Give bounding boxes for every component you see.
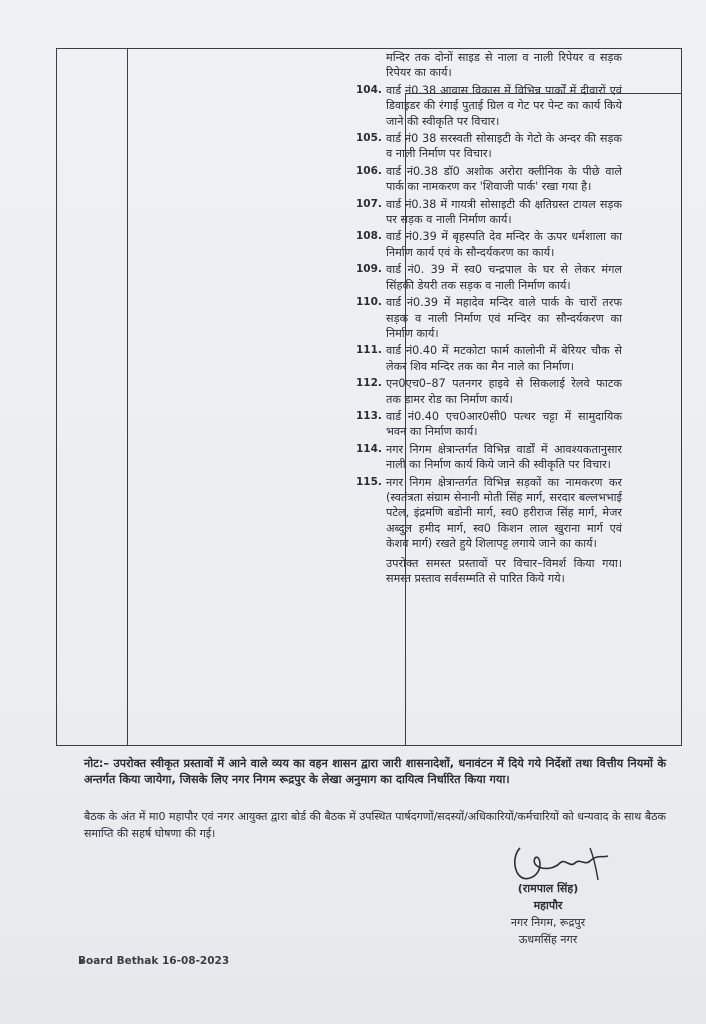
proposal-number: 112. xyxy=(356,377,382,390)
proposal-number: 115. xyxy=(356,475,382,488)
footer-label: Board Bethak 16-08-2023 xyxy=(78,955,230,967)
proposal-continuation: मन्दिर तक दोनों साइड से नाला व नाली रिपेयर व सड़क रिपेयर का कार्य। xyxy=(386,51,622,80)
proposal-text: वार्ड नं0 38 सरस्वती सोसाइटी के गेटो के अन्दर की सड़क व नाली निर्माण पर विचार। xyxy=(386,132,622,161)
proposal-list xyxy=(356,50,622,586)
proposal-number: 111. xyxy=(356,344,382,357)
signatory-title: महापौर xyxy=(533,899,563,912)
proposal-item xyxy=(356,262,622,293)
proposal-number: 104. xyxy=(356,83,382,96)
proposal-item xyxy=(356,409,622,440)
closing-paragraph: बैठक के अंत में मा0 महापौर एवं नगर आयुक्त द्वारा बोर्ड की बैठक में उपस्थित पार्षदगणों/सदस्यों/अधिकारियों/कर्मचारियों को धन्यवाद के साथ बैठक समाप्ति की सहर्ष घोषणा की गई। xyxy=(84,810,666,840)
proposal-number: 107. xyxy=(356,197,382,210)
proposal-number: 114. xyxy=(356,442,382,455)
signatory-district: ऊधमसिंह नगर xyxy=(518,933,578,946)
proposal-number: 106. xyxy=(356,164,382,177)
proposal-item xyxy=(356,475,622,552)
proposal-text: वार्ड नं0.39 में बृहस्पति देव मन्दिर के ऊपर धर्मशाला का निर्माण कार्य एवं के सौन्दर्यकरण का कार्य। xyxy=(386,230,622,259)
proposal-number: 105. xyxy=(356,132,382,145)
proposal-item xyxy=(356,164,622,195)
proposal-text: वार्ड नं0.40 एच0आर0सी0 पत्थर चट्टा में सामुदायिक भवन का निर्माण कार्य। xyxy=(386,409,622,439)
proposal-text: वार्ड नं0.38 आवास विकास में विभिन्न पार्कों में दीवारों एवं डिवाइडर की रंगाई पुताई ग्रिल व गेट पर पेन्ट का कार्य किये जाने की स्वीकृति पर विचार। xyxy=(386,83,622,128)
proposal-number: 110. xyxy=(356,296,382,309)
proposal-item xyxy=(356,197,622,228)
proposal-number: 108. xyxy=(356,230,382,243)
proposal-number: 113. xyxy=(356,409,382,422)
proposal-text: वार्ड नं0.38 में गायत्री सोसाइटी की क्षतिग्रस्त टायल सड़क पर सड़क व नाली निर्माण कार्य। xyxy=(386,197,622,227)
proposal-item xyxy=(356,83,622,129)
proposal-text: नगर निगम क्षेत्रान्तर्गत विभिन्न वार्डों में आवश्यकतानुसार नाली का निर्माण कार्य किये जाने की स्वीकृति पर विचार। xyxy=(386,442,622,472)
proposal-text: वार्ड नं0. 39 में स्व0 चन्द्रपाल के घर से लेकर मंगल सिंहकी डेयरी तक सड़क व नाली निर्माण कार्य। xyxy=(386,263,622,292)
proposal-item xyxy=(356,343,622,374)
proposal-number: 109. xyxy=(356,263,382,276)
proposals-summary: उपरोक्त समस्त प्रस्तावों पर विचार–विमर्श किया गया। समस्त प्रस्ताव सर्वसम्मति से पारित किये गये। xyxy=(386,556,622,585)
proposal-item xyxy=(356,442,622,473)
proposal-text: वार्ड नं0.39 में महादेव मन्दिर वाले पार्क के चारों तरफ सड़क व नाली निर्माण एवं मन्दिर का सौन्दर्यकरण का निर्माण कार्य। xyxy=(386,296,622,340)
proposal-item xyxy=(356,376,622,407)
signatory-org: नगर निगम, रूद्रपुर xyxy=(510,916,586,929)
proposal-text: एन0एच0–87 पतनगर हाइवे से सिकलाई रेलवे फाटक तक डामर रोड का निर्माण कार्य। xyxy=(386,377,622,406)
proposal-text: वार्ड नं0.38 डॉ0 अशोक अरोरा क्लीनिक के पीछे वाले पार्क का नामकरण कर 'शिवाजी पार्क' रखा गया है। xyxy=(386,164,622,194)
signature-block xyxy=(488,880,608,948)
proposal-text: वार्ड नं0.40 में मटकोटा फार्म कालोनी में बेरियर चौक से लेकर शिव मन्दिर तक का मैन नाले का निर्माण। xyxy=(386,344,622,373)
proposal-item xyxy=(356,131,622,162)
note-paragraph: नोट:– उपरोक्त स्वीकृत प्रस्तावों में आने वाले व्यय का वहन शासन द्वारा जारी शासनादेशों, धनावंटन में दिये गये निर्देशों तथा वित्तीय नियमों के अन्तर्गत किया जायेगा, जिसके लिए नगर निगम रूद्रपुर के लेखा अनुमाग का दायित्व निर्धारित किया गया। xyxy=(84,757,666,786)
proposal-text: नगर निगम क्षेत्रान्तर्गत विभिन्न सड़कों का नामकरण कर (स्वतंत्रता संग्राम सेनानी मोती सिंह मार्ग, सरदार बल्लभभाई पटेल, इंद्रमणि बडोनी मार्ग, स्व0 हरीराज सिंह मार्ग, मेजर अब्दुल हमीद मार्ग, स्व0 किशन लाल खुराना मार्ग एवं केशव मार्ग) रखते हुये शिलापट्ट लगाये जाने का कार्य। xyxy=(386,475,622,551)
proposal-item xyxy=(356,229,622,260)
proposal-item xyxy=(356,295,622,341)
table-column-divider xyxy=(127,49,128,745)
signatory-name: (रामपाल सिंह) xyxy=(517,882,579,895)
